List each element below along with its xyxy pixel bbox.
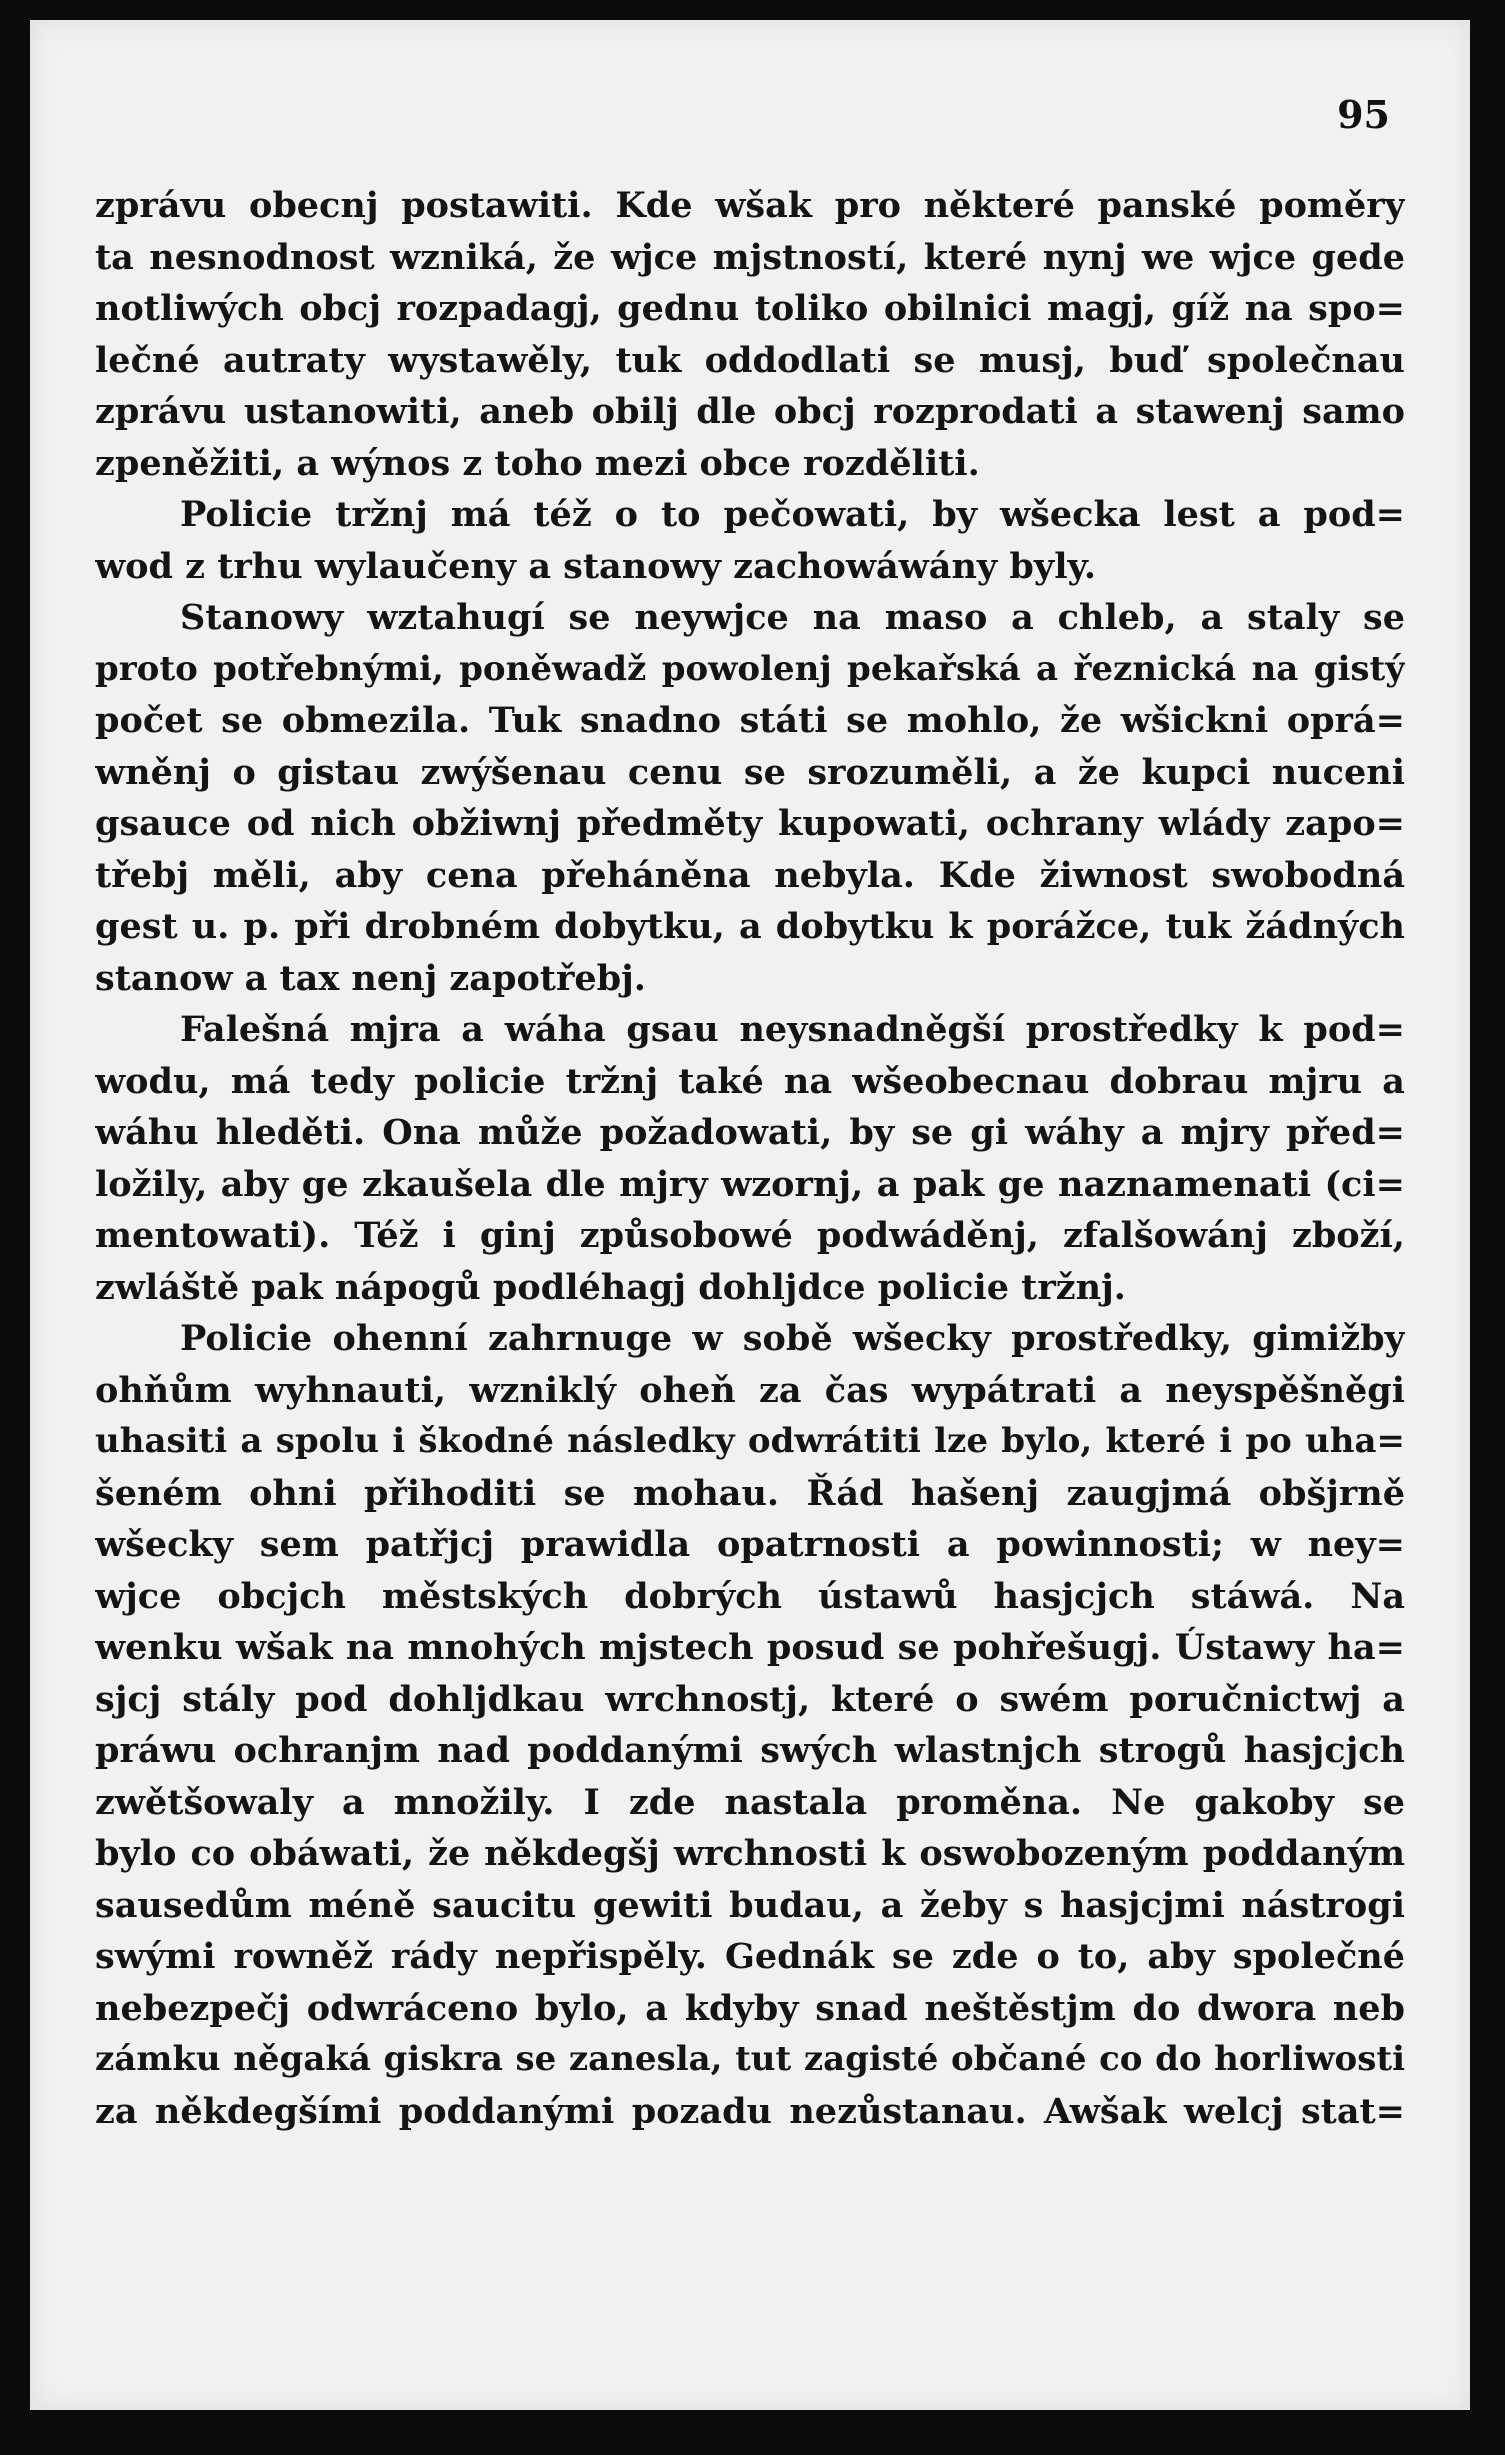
text-line: Policie tržnj má též o to pečowati, by wšecka lest a pod=	[180, 494, 1405, 535]
text-line: šeném ohni přihoditi se mohau. Řád hašenj zaugjmá obšjrně	[95, 1472, 1405, 1514]
text-line: wenku wšak na mnohých mjstech posud se pohřešugj. Ústawy ha=	[95, 1627, 1405, 1668]
text-line: notliwých obcj rozpadagj, gednu toliko obilnici magj, gíž na spo=	[95, 288, 1405, 329]
text-line: wjce obcjch městských dobrých ústawů hasjcjch stáwá. Na	[95, 1575, 1405, 1617]
text-line: proto potřebnými, poněwadž powolenj pekařská a řeznická na gistý	[95, 648, 1405, 689]
text-line: Falešná mjra a wáha gsau neysnadněgší prostředky k pod=	[180, 1009, 1405, 1050]
text-line: zámku něgaká giskra se zanesla, tut zagisté občané co do horliwosti	[95, 2039, 1405, 2079]
text-line: sausedům méně saucitu gewiti budau, a žeby s hasjcjmi nástrogi	[95, 1884, 1405, 1926]
text-line: zpeněžiti, a wýnos z toho mezi obce rozděliti.	[95, 442, 980, 484]
text-line: zwětšowaly a množily. I zde nastala proměna. Ne gakoby se	[95, 1781, 1405, 1823]
text-line: ohňům wyhnauti, wzniklý oheň za čas wypátrati a neyspěšněgi	[95, 1369, 1405, 1411]
text-line: uhasiti a spolu i škodné následky odwrátiti lze bylo, které i po uha=	[95, 1421, 1405, 1461]
text-line: zprávu obecnj postawiti. Kde wšak pro některé panské poměry	[95, 185, 1405, 226]
text-line: ložily, aby ge zkaušela dle mjry wzornj, a pak ge naznamenati (ci=	[95, 1163, 1405, 1205]
text-line: za někdegšími poddanými pozadu nezůstanau. Awšak welcj stat=	[95, 2090, 1405, 2132]
text-line: gest u. p. při drobném dobytku, a dobytku k porážce, tuk žádných	[95, 906, 1405, 947]
text-line: mentowati). Též i ginj způsobowé podwáděnj, zfalšowánj zboží,	[95, 1215, 1405, 1256]
text-line: stanow a tax nenj zapotřebj.	[95, 957, 646, 999]
text-line: ta nesnodnost wzniká, že wjce mjstností, které nynj we wjce gede	[95, 236, 1405, 278]
text-line: Policie ohenní zahrnuge w sobě wšecky prostředky, gimižby	[180, 1318, 1405, 1359]
page-number: 95	[1337, 92, 1390, 137]
text-line: wod z trhu wylaučeny a stanowy zachowáwány byly.	[95, 545, 1097, 587]
text-line: nebezpečj odwráceno bylo, a kdyby snad neštěstjm do dwora neb	[95, 1987, 1405, 2029]
text-line: wněnj o gistau zwýšenau cenu se srozuměli, a že kupci nuceni	[95, 751, 1405, 793]
text-line: wáhu hleděti. Ona může požadowati, by se gi wáhy a mjry před=	[95, 1112, 1405, 1153]
text-line: bylo co obáwati, že někdegšj wrchnosti k oswobozeným poddaným	[95, 1833, 1405, 1874]
text-line: wšecky sem patřjcj prawidla opatrnosti a powinnosti; w ney=	[95, 1524, 1405, 1565]
text-line: zprávu ustanowiti, aneb obilj dle obcj rozprodati a stawenj samo	[95, 391, 1405, 432]
text-line: sjcj stály pod dohljdkau wrchnostj, které o swém poručnictwj a	[95, 1678, 1405, 1720]
text-line: swými rowněž rády nepřispěly. Gednák se zde o to, aby společné	[95, 1936, 1405, 1977]
text-line: třebj měli, aby cena přeháněna nebyla. Kde žiwnost swobodná	[95, 854, 1405, 896]
text-line: práwu ochranjm nad poddanými swých wlastnjch strogů hasjcjch	[95, 1730, 1405, 1771]
text-line: zwláště pak nápogů podléhagj dohljdce policie tržnj.	[95, 1266, 1126, 1308]
text-line: wodu, má tedy policie tržnj také na wšeobecnau dobrau mjru a	[95, 1060, 1405, 1102]
text-line: gsauce od nich obžiwnj předměty kupowati, ochrany wlády zapo=	[95, 803, 1405, 844]
body-text	[95, 180, 1405, 2137]
book-page	[30, 20, 1470, 2410]
text-line: lečné autraty wystawěly, tuk oddodlati se musj, buď společnau	[95, 339, 1405, 381]
text-line: počet se obmezila. Tuk snadno státi se mohlo, že wšickni oprá=	[95, 700, 1405, 741]
text-line: Stanowy wztahugí se neywjce na maso a chleb, a staly se	[180, 597, 1405, 638]
